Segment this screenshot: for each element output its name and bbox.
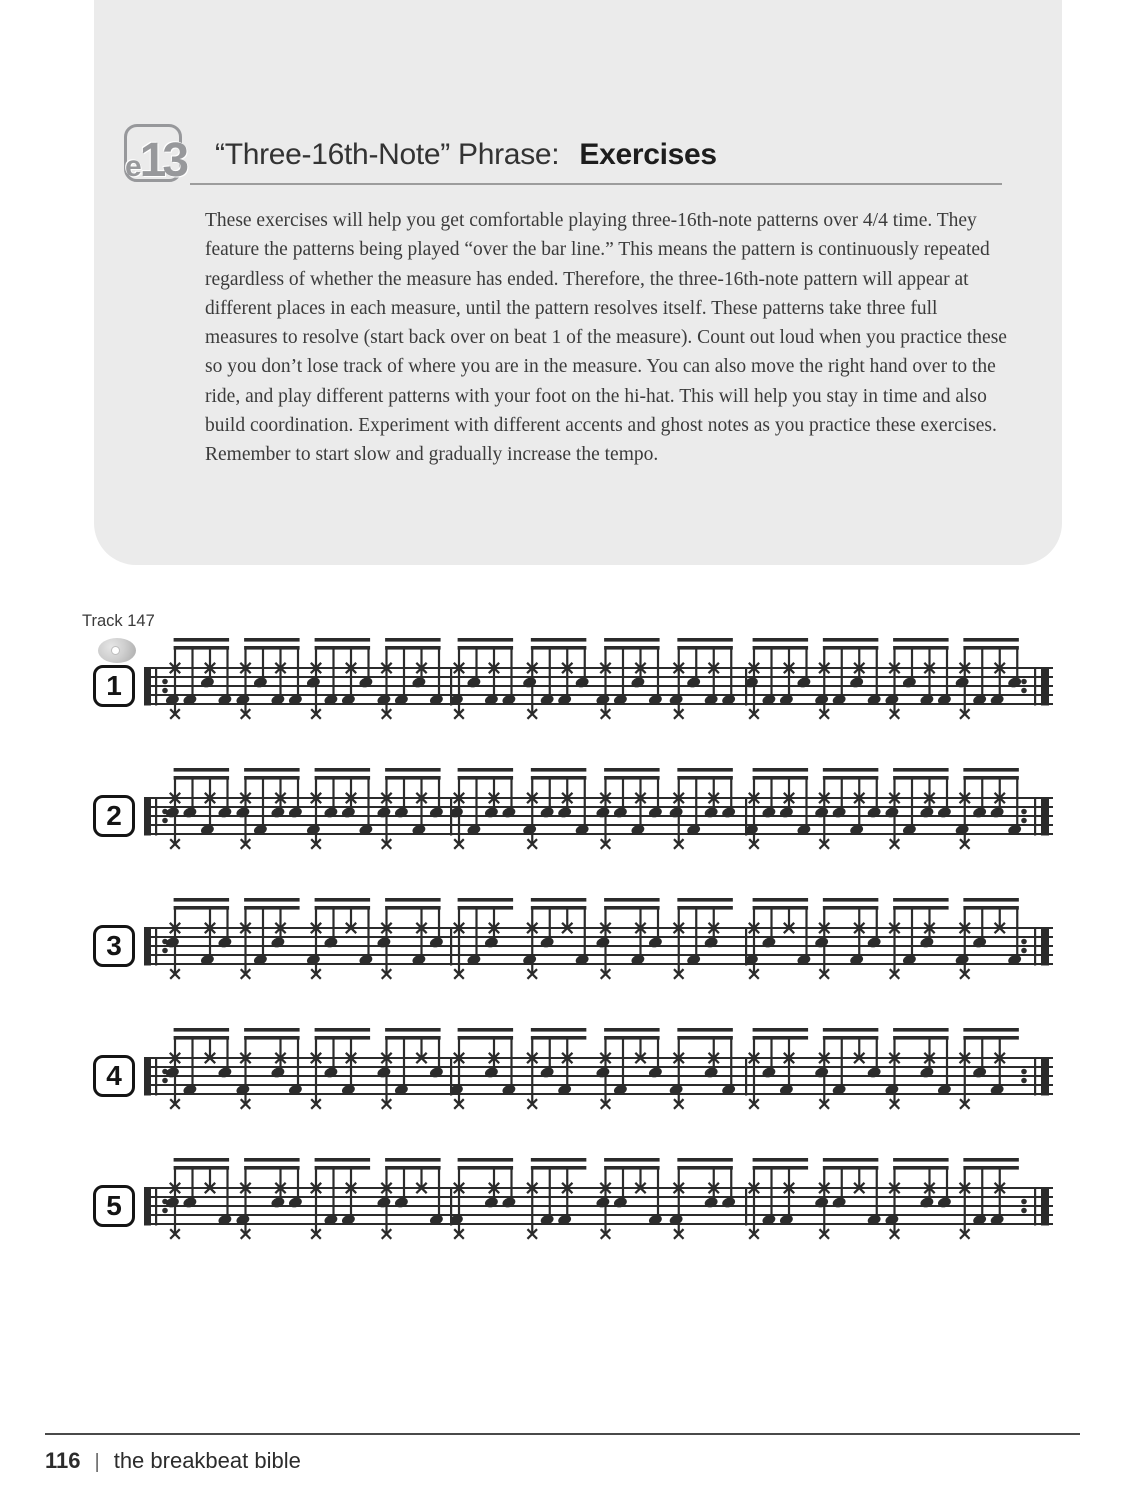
footer-book-title: the breakbeat bible (113, 1448, 301, 1473)
drum-notation-staff (140, 896, 1060, 988)
page-title-regular: “Three-16th-Note” Phrase: (215, 138, 560, 171)
footer-separator: | (94, 1451, 100, 1473)
exercise-number-badge: 3 (93, 925, 135, 967)
footer-rule (45, 1433, 1080, 1435)
exercise-row-5 (0, 1156, 1125, 1248)
exercise-row-2 (0, 766, 1125, 858)
title-rule (190, 183, 1002, 185)
page-title (215, 138, 1015, 172)
exercise-number-badge: 2 (93, 795, 135, 837)
chapter-badge-prefix: e (124, 150, 140, 183)
exercise-number-badge: 1 (93, 665, 135, 707)
page-footer (45, 1448, 301, 1474)
chapter-badge (124, 124, 186, 187)
page-title-bold: Exercises (579, 138, 717, 171)
exercise-row-1 (0, 636, 1125, 728)
track-label: Track 147 (82, 612, 155, 630)
intro-paragraph: These exercises will help you get comfortable playing three-16th-note patterns over 4/4 time. They feature the patterns being played “over the bar line.” This means the pattern is continuously repeated regardless of whether the measure has ended. Therefore, the three-16th-note pattern will appear at different places in each measure, until the pattern resolves itself. These patterns take three full measures to resolve (start back over on beat 1 of the measure). Count out loud when you practice these so you don’t lose track of where you are in the measure. You can also move the right hand over to the ride, and play different patterns with your foot on the hi-hat. This will help you stay in time and also build coordination. Experiment with different accents and ghost notes as you practice these exercises. Remember to start slow and gradually increase the tempo. (205, 210, 1007, 466)
drum-notation-staff (140, 766, 1060, 858)
chapter-badge-number: 13 (139, 134, 186, 187)
exercise-number-badge: 4 (93, 1055, 135, 1097)
exercise-row-4 (0, 1026, 1125, 1118)
drum-notation-staff (140, 636, 1060, 728)
footer-page-number: 116 (45, 1448, 81, 1473)
drum-notation-staff (140, 1026, 1060, 1118)
exercise-row-3 (0, 896, 1125, 988)
exercise-number-badge: 5 (93, 1185, 135, 1227)
drum-notation-staff (140, 1156, 1060, 1248)
